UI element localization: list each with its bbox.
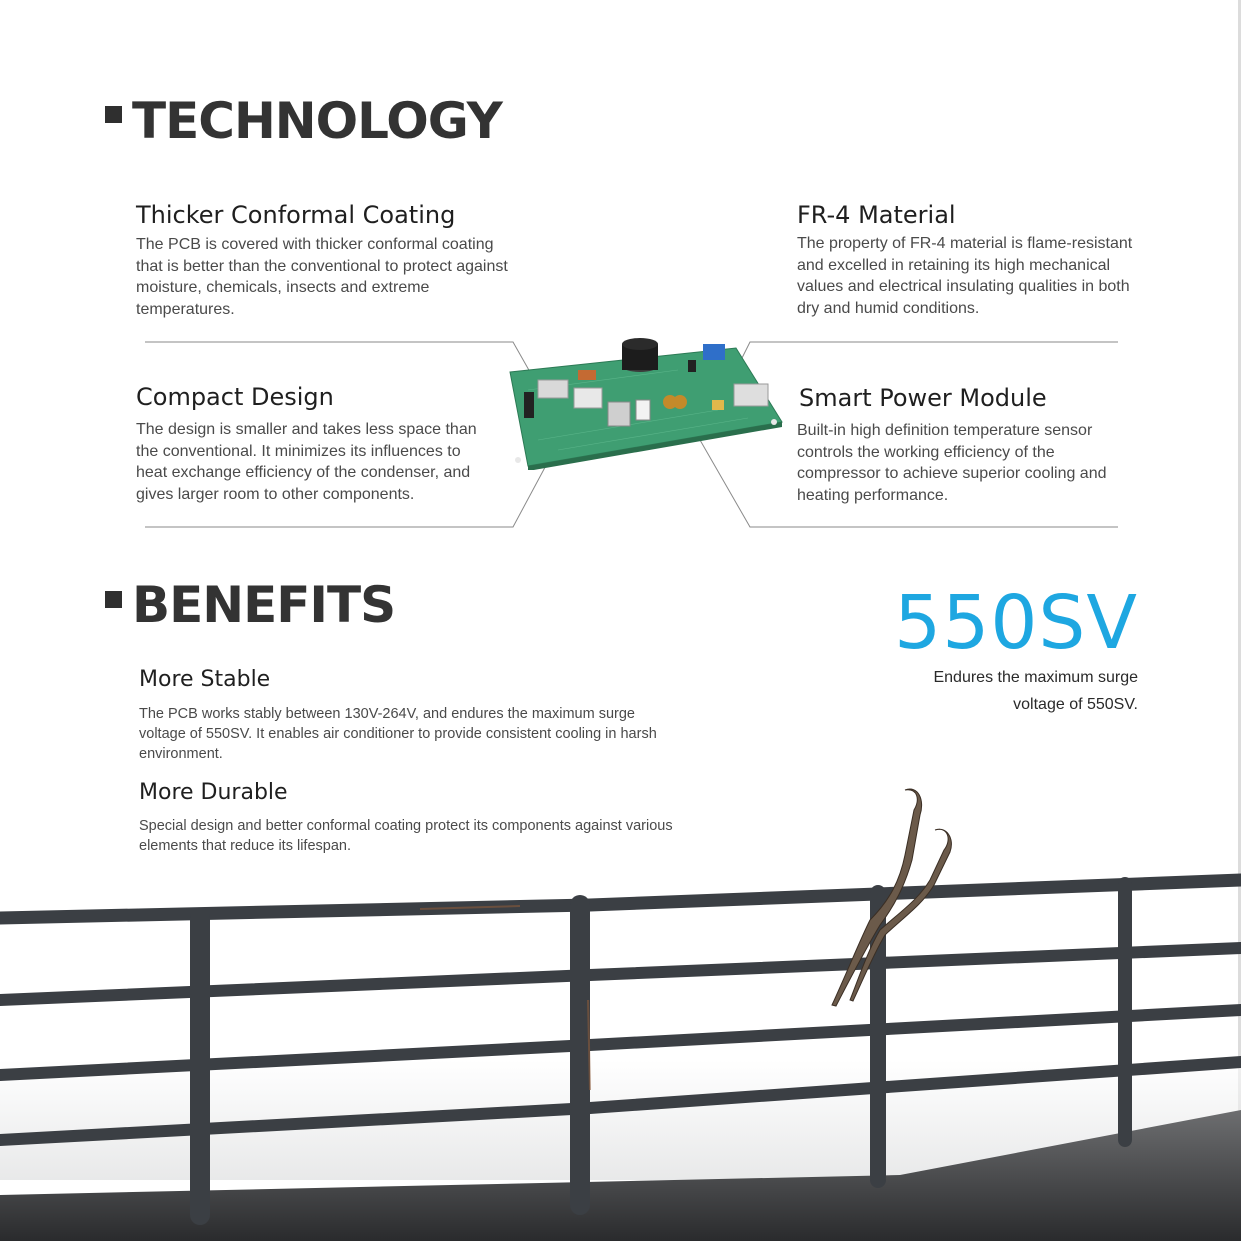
feature-text-fr4: The property of FR-4 material is flame-resistant and excelled in retaining its high mechanical values and electrical insulating qualities in both dry and humid conditions. (797, 235, 1133, 317)
benefit-text-durable: Special design and better conformal coating protect its components against various elements that reduce its lifespan. (139, 818, 673, 854)
benefits-title: BENEFITS (132, 576, 396, 634)
caption-line-1: Endures the maximum surge (933, 669, 1138, 686)
pcb-board-image (498, 330, 788, 470)
feature-text-power: Built-in high definition temperature sensor controls the working efficiency of the compressor to achieve superior cooling and heating performance. (797, 422, 1107, 504)
technology-title: TECHNOLOGY (132, 92, 502, 150)
feature-title-compact: Compact Design (136, 383, 334, 411)
connector-lines (0, 0, 1241, 560)
benefit-title-durable: More Durable (139, 780, 288, 805)
feature-text-coating: The PCB is covered with thicker conformal coating that is better than the conventional to protect against moisture, chemicals, insects and extreme temperatures. (136, 236, 508, 318)
surge-voltage-caption (878, 664, 1138, 718)
feature-title-coating: Thicker Conformal Coating (136, 201, 456, 229)
benefits-marker-icon (105, 591, 122, 608)
surge-voltage-stat: 550SV (894, 580, 1138, 666)
benefit-title-stable: More Stable (139, 667, 271, 692)
railing-lizards-image (0, 780, 1241, 1241)
feature-title-power: Smart Power Module (799, 384, 1047, 412)
feature-text-compact: The design is smaller and takes less space than the conventional. It minimizes its influences to heat exchange efficiency of the condenser, and gives larger room to other components. (136, 421, 477, 503)
feature-title-fr4: FR-4 Material (797, 201, 956, 229)
caption-line-2: voltage of 550SV. (1013, 696, 1138, 713)
benefit-text-stable: The PCB works stably between 130V-264V, and endures the maximum surge voltage of 550SV. It enables air conditioner to provide consistent cooling in harsh environment. (139, 706, 657, 762)
